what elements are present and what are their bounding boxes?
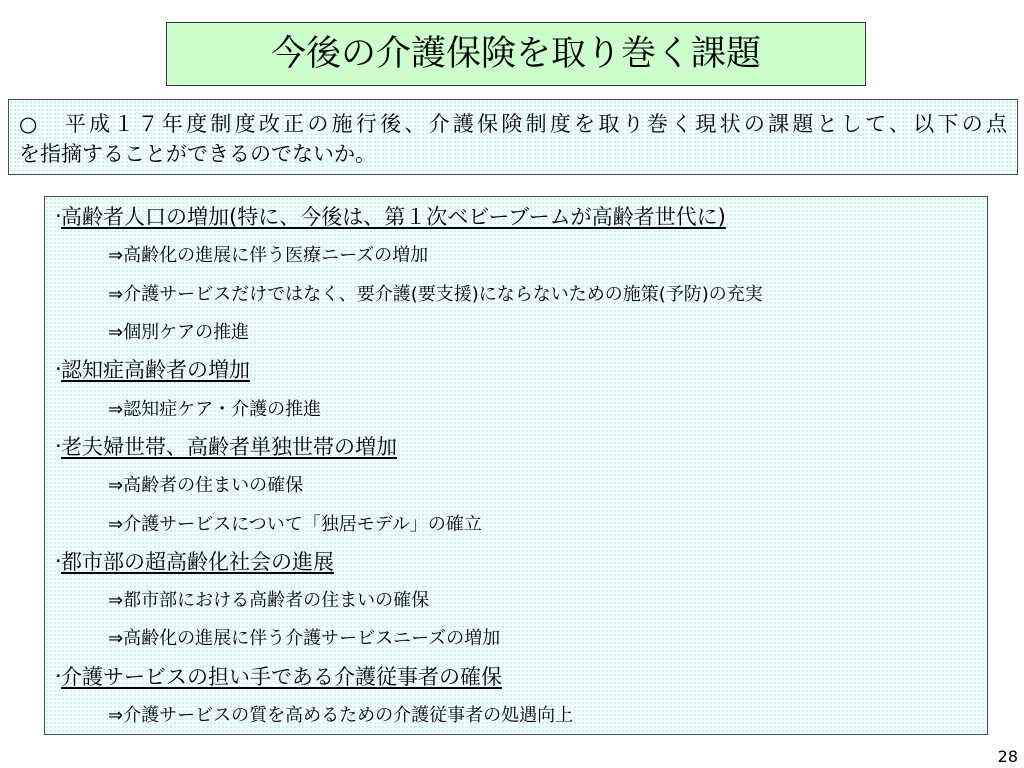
issue-heading-text: 老夫婦世帯、高齢者単独世帯の増加 xyxy=(61,434,397,459)
bullet-dot: · xyxy=(55,357,62,382)
issue-heading xyxy=(45,542,987,580)
issue-point: ⇒高齢者の住まいの確保 xyxy=(108,475,304,497)
issue-point: ⇒介護サービスについて「独居モデル」の確立 xyxy=(108,513,482,535)
issue-heading xyxy=(45,197,987,235)
page-number: 28 xyxy=(997,747,1018,766)
issue-heading-text: 認知症高齢者の増加 xyxy=(61,358,250,383)
issue-heading-text: 都市部の超高齢化社会の進展 xyxy=(61,549,334,574)
issue-heading xyxy=(45,350,987,388)
issue-heading-text: 高齢者人口の増加(特に、今後は、第１次ベビーブームが高齢者世代に) xyxy=(61,205,726,230)
intro-text-line-2: を指摘することができるのでないか。 xyxy=(19,142,376,166)
issues-box xyxy=(44,196,988,735)
issue-heading xyxy=(45,427,987,465)
issue-heading xyxy=(45,657,987,695)
issue-point: ⇒都市部における高齢者の住まいの確保 xyxy=(108,590,430,612)
issue-point: ⇒認知症ケア・介護の推進 xyxy=(108,398,322,420)
issue-point: ⇒高齢化の進展に伴う介護サービスニーズの増加 xyxy=(108,628,501,650)
bullet-dot: · xyxy=(55,433,62,458)
issue-point: ⇒介護サービスだけではなく、要介護(要支援)にならないための施策(予防)の充実 xyxy=(108,283,763,305)
bullet-dot: · xyxy=(55,204,62,229)
issue-point: ⇒高齢化の進展に伴う医療ニーズの増加 xyxy=(108,245,429,267)
bullet-dot: · xyxy=(55,663,62,688)
issue-point: ⇒個別ケアの推進 xyxy=(108,322,250,344)
slide-title-box xyxy=(166,22,866,86)
bullet-dot: · xyxy=(55,548,62,573)
intro-text-line-1: ○ 平成１７年度制度改正の施行後、介護保険制度を取り巻く現状の課題として、以下の点 xyxy=(19,112,1007,136)
issue-point: ⇒介護サービスの質を高めるための介護従事者の処遇向上 xyxy=(108,705,574,726)
intro-box xyxy=(8,99,1018,175)
issue-heading-text: 介護サービスの担い手である介護従事者の確保 xyxy=(61,664,502,689)
slide-title: 今後の介護保険を取り巻く課題 xyxy=(270,33,761,74)
